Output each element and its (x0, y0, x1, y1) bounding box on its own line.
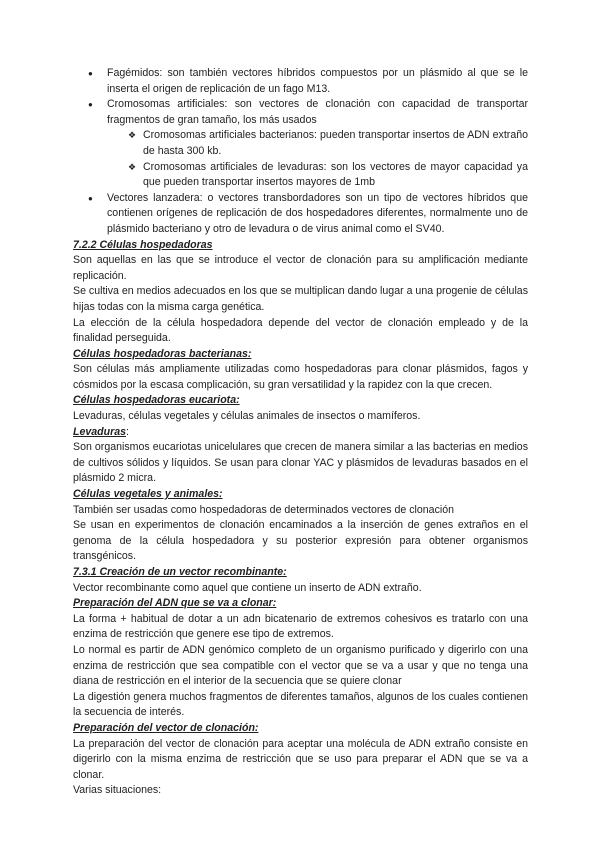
sub-list-item: ❖ Cromosomas artificiales de levaduras: son los vectores de mayor capacidad ya que pueden transportar insertos mayores de 1mb (107, 160, 528, 191)
list-item (73, 97, 528, 191)
term: Cromosomas artificiales (107, 98, 225, 111)
term: Fagémidos (107, 67, 160, 79)
paragraph: La preparación del vector de clonación para aceptar una molécula de ADN extraño consiste en digerirlo con la misma enzima de restricción que se uso para preparar el ADN que se va a clonar. (73, 737, 528, 781)
paragraph: Se usan en experimentos de clonación encaminados a la inserción de genes extraños en el genoma de la célula hospedadora y su posterior expresión para obtener organismos transgénicos. (73, 519, 528, 563)
heading-suffix: : (126, 425, 129, 438)
paragraph: También ser usadas como hospedadoras de determinados vectores de clonación (73, 503, 455, 516)
vector-types-list (73, 66, 528, 238)
section-heading: Células hospedadoras bacterianas: (73, 347, 252, 360)
definition: : son también vectores híbridos compuestos por un plásmido al que se le inserta el origen de replicación de un fago M13. (107, 67, 528, 95)
paragraph: La digestión genera muchos fragmentos de diferentes tamaños, algunos de los cuales contienen la secuencia de interés. (73, 690, 528, 719)
section-heading-row (73, 425, 528, 441)
section-heading: Células hospedadoras eucariota: (73, 394, 240, 407)
section-heading: Preparación del vector de clonación: (73, 721, 259, 734)
paragraph: Lo normal es partir de ADN genómico completo de un organismo purificado y digerirlo con una enzima de restricción que sea compatible con el vector que se va a usar y que no tenga una diana de restricción en el interior de la secuencia que se quiere clonar (73, 643, 528, 688)
paragraph: Vector recombinante como aquel que contiene un inserto de ADN extraño. (73, 581, 422, 594)
section-heading: 7.2.2 Células hospedadoras (73, 238, 213, 251)
section-heading: Preparación del ADN que se va a clonar: (73, 597, 277, 610)
paragraph: Son aquellas en las que se introduce el vector de clonación para su amplificación mediante replicación. (73, 254, 528, 282)
definition: : o vectores transbordadores son un tipo de vectores híbridos que contienen orígenes de replicación de dos hospedadores diferentes, normalmente uno de plásmido bacteriano y otro de levadura o de virus animal como el SV40. (107, 191, 528, 235)
section-heading: Levaduras (73, 425, 126, 438)
paragraph: Se cultiva en medios adecuados en los que se multiplican dando lugar a una progenie de células hijas todas con la misma carga genética. (73, 285, 528, 313)
paragraph: La elección de la célula hospedadora depende del vector de clonación empleado y de la finalidad perseguida. (73, 316, 528, 345)
list-item (73, 191, 528, 238)
section-heading: 7.3.1 Creación de un vector recombinante: (73, 566, 287, 578)
definition: : son vectores de clonación con capacidad de transportar fragmentos de gran tamaño, los más usados (107, 98, 529, 126)
paragraph: Levaduras, células vegetales y células animales de insectos o mamíferos. (73, 410, 421, 423)
sub-list (107, 128, 528, 190)
paragraph: La forma + habitual de dotar a un adn bicatenario de extremos cohesivos es tratarlo con una enzima de restricción que genere ese tipo de extremos. (73, 612, 528, 641)
paragraph: Varias situaciones: (73, 784, 162, 797)
list-item (73, 66, 528, 97)
document-body (73, 66, 528, 799)
section-heading: Células vegetales y animales: (73, 488, 223, 501)
paragraph: Son células más ampliamente utilizadas como hospedadoras para clonar plásmidos, fagos y cósmidos por la escasa complicación, su gran versatilidad y la rapidez con la que crecen. (73, 363, 528, 391)
term: Vectores lanzadera (107, 191, 200, 204)
sub-list-item: ❖ Cromosomas artificiales bacterianos: pueden transportar insertos de ADN extraño de hasta 300 kb. (107, 128, 528, 159)
paragraph: Son organismos eucariotas unicelulares que crecen de manera similar a las bacterias en medios de cultivos sólidos y líquidos. Se usan para clonar YAC y plásmidos de levaduras basados en el plásmido 2 micra. (73, 441, 528, 485)
